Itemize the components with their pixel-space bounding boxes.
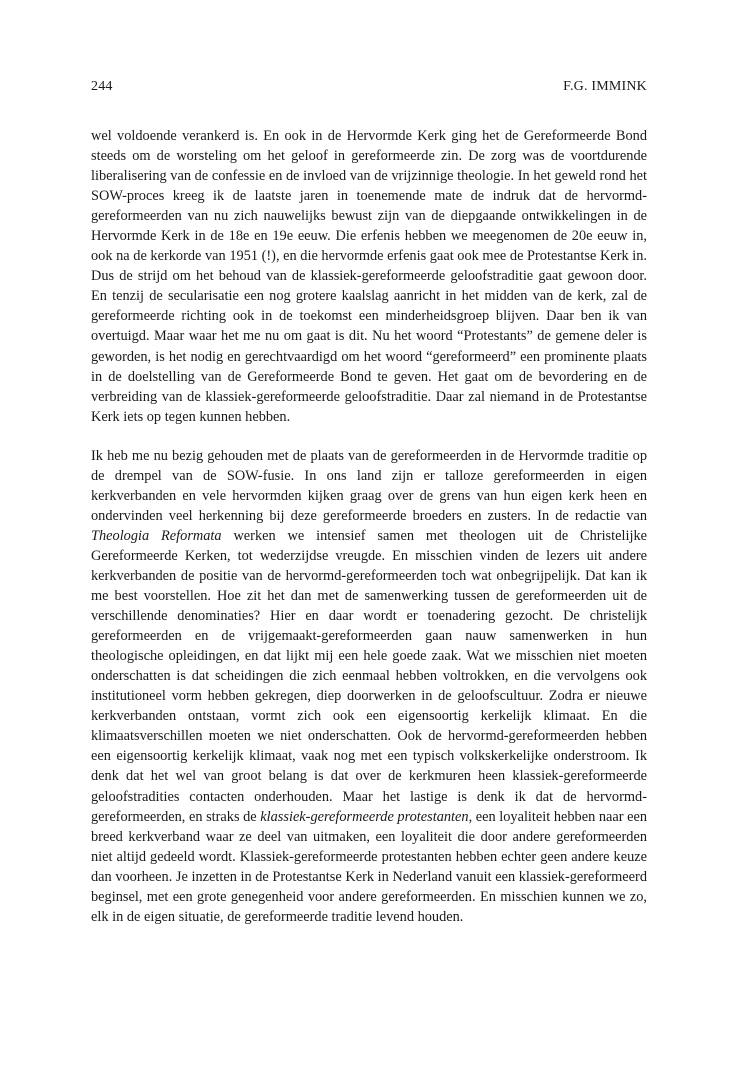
term-italic: klassiek-gereformeerde protestanten (260, 808, 469, 825)
body-text (91, 126, 647, 927)
paragraph-1-text: wel voldoende verankerd is. En ook in de Hervormde Kerk ging het de Gereformeerde Bond steeds om de worsteling om het geloof in gereformeerde zin. De zorg was de voortdurende liberalisering van de confessie en de invloed van de vrijzinnige theologie. In het geweld rond het SOW-proces kreeg ik de laatste jaren in toenemende mate de indruk dat de hervormd-gereformeerden van nu zich nauwelijks bewust zijn van de diepgaande ontwikkelingen in de Hervormde Kerk in de 18e en 19e eeuw. Die erfenis hebben we meegenomen de 20e eeuw in, ook na de kerkorde van 1951 (!), en die hervormde erfenis gaat ook mee de Protestantse Kerk in. Dus de strijd om het behoud van de klassiek-gereformeerde geloofstraditie gaat gewoon door. En tenzij de secularisatie een nog grotere kaalslag aanricht in het midden van de kerk, zal de gereformeerde richting ook in de toekomst een minderheidsgroep blijven. Daar ben ik van overtuigd. Maar waar het me nu om gaat is dit. Nu het woord “Protestants” de gemene deler is geworden, is het nodig en gerechtvaardigd om het woord “gereformeerd” een prominente plaats in de doelstelling van de Gereformeerde Bond te geven. Het gaat om de bevordering en de verbreiding van de klassiek-gereformeerde geloofstraditie. Daar zal niemand in de Protestantse Kerk iets op tegen kunnen hebben. (91, 128, 647, 425)
page-number: 244 (91, 79, 113, 94)
paragraph-1 (91, 126, 647, 427)
paragraph-2 (91, 446, 647, 927)
journal-title-italic: Theologia Reformata (91, 527, 222, 544)
paragraph-2-text-a: Ik heb me nu bezig gehouden met de plaats van de gereformeerden in de Hervormde traditie op de drempel van de SOW-fusie. In ons land zijn er talloze gereformeerden in eigen kerkverbanden en vele hervormden kijken graag over de grens van hun eigen kerk heen en ondervinden veel herkenning bij deze gereformeerde broeders en zusters. In de redactie van (91, 447, 647, 524)
paragraph-2-text-c: , een loyaliteit hebben naar een breed kerkverband waar ze deel van uitmaken, een loyaliteit die door andere gereformeerden niet altijd gedeeld wordt. Klassiek-gereformeerde protestanten hebben echter geen andere keuze dan voorheen. Je inzetten in de Protestantse Kerk in Nederland vanuit een klassiek-gereformeerd beginsel, met een grote genegenheid voor andere gereformeerden. En misschien kunnen we zo, elk in de eigen situatie, de gereformeerde traditie levend houden. (91, 808, 648, 925)
document-page (91, 78, 647, 927)
paragraph-2-text-b: werken we intensief samen met theologen uit de Christelijke Gereformeerde Kerken, tot wederzijdse vreugde. En misschien vinden de lezers uit andere kerkverbanden de positie van de hervormd-gereformeerden toch wat onbegrijpelijk. Dat kan ik me best voorstellen. Hoe zit het dan met de samenwerking tussen de gereformeerden uit de verschillende denominaties? Hier en daar wordt er toenadering gezocht. De christelijk gereformeerden en de vrijgemaakt-gereformeerden gaan nauw samenwerken in hun theologische opleidingen, en dat lijkt mij een hele goede zaak. Wat we misschien niet moeten onderschatten is dat scheidingen die zich eenmaal hebben voltrokken, en die vervolgens ook institutioneel vorm hebben gekregen, diep doorwerken in de geloofscultuur. Zodra er nieuwe kerkverbanden ontstaan, vormt zich ook een eigensoortig kerkelijk klimaat. En die klimaatsverschillen moeten we niet onderschatten. Ook de hervormd-gereformeerden hebben een eigensoortig kerkelijk klimaat, vaak nog met een typisch volkskerkelijke onderstroom. Ik denk dat het wel van groot belang is dat over de kerkmuren heen klassiek-gereformeerde geloofstradities contacten onderhouden. Maar het lastige is denk ik dat de hervormd-gereformeerden, en straks de (91, 527, 647, 825)
running-author: F.G. IMMINK (563, 79, 647, 94)
running-header (91, 78, 647, 96)
